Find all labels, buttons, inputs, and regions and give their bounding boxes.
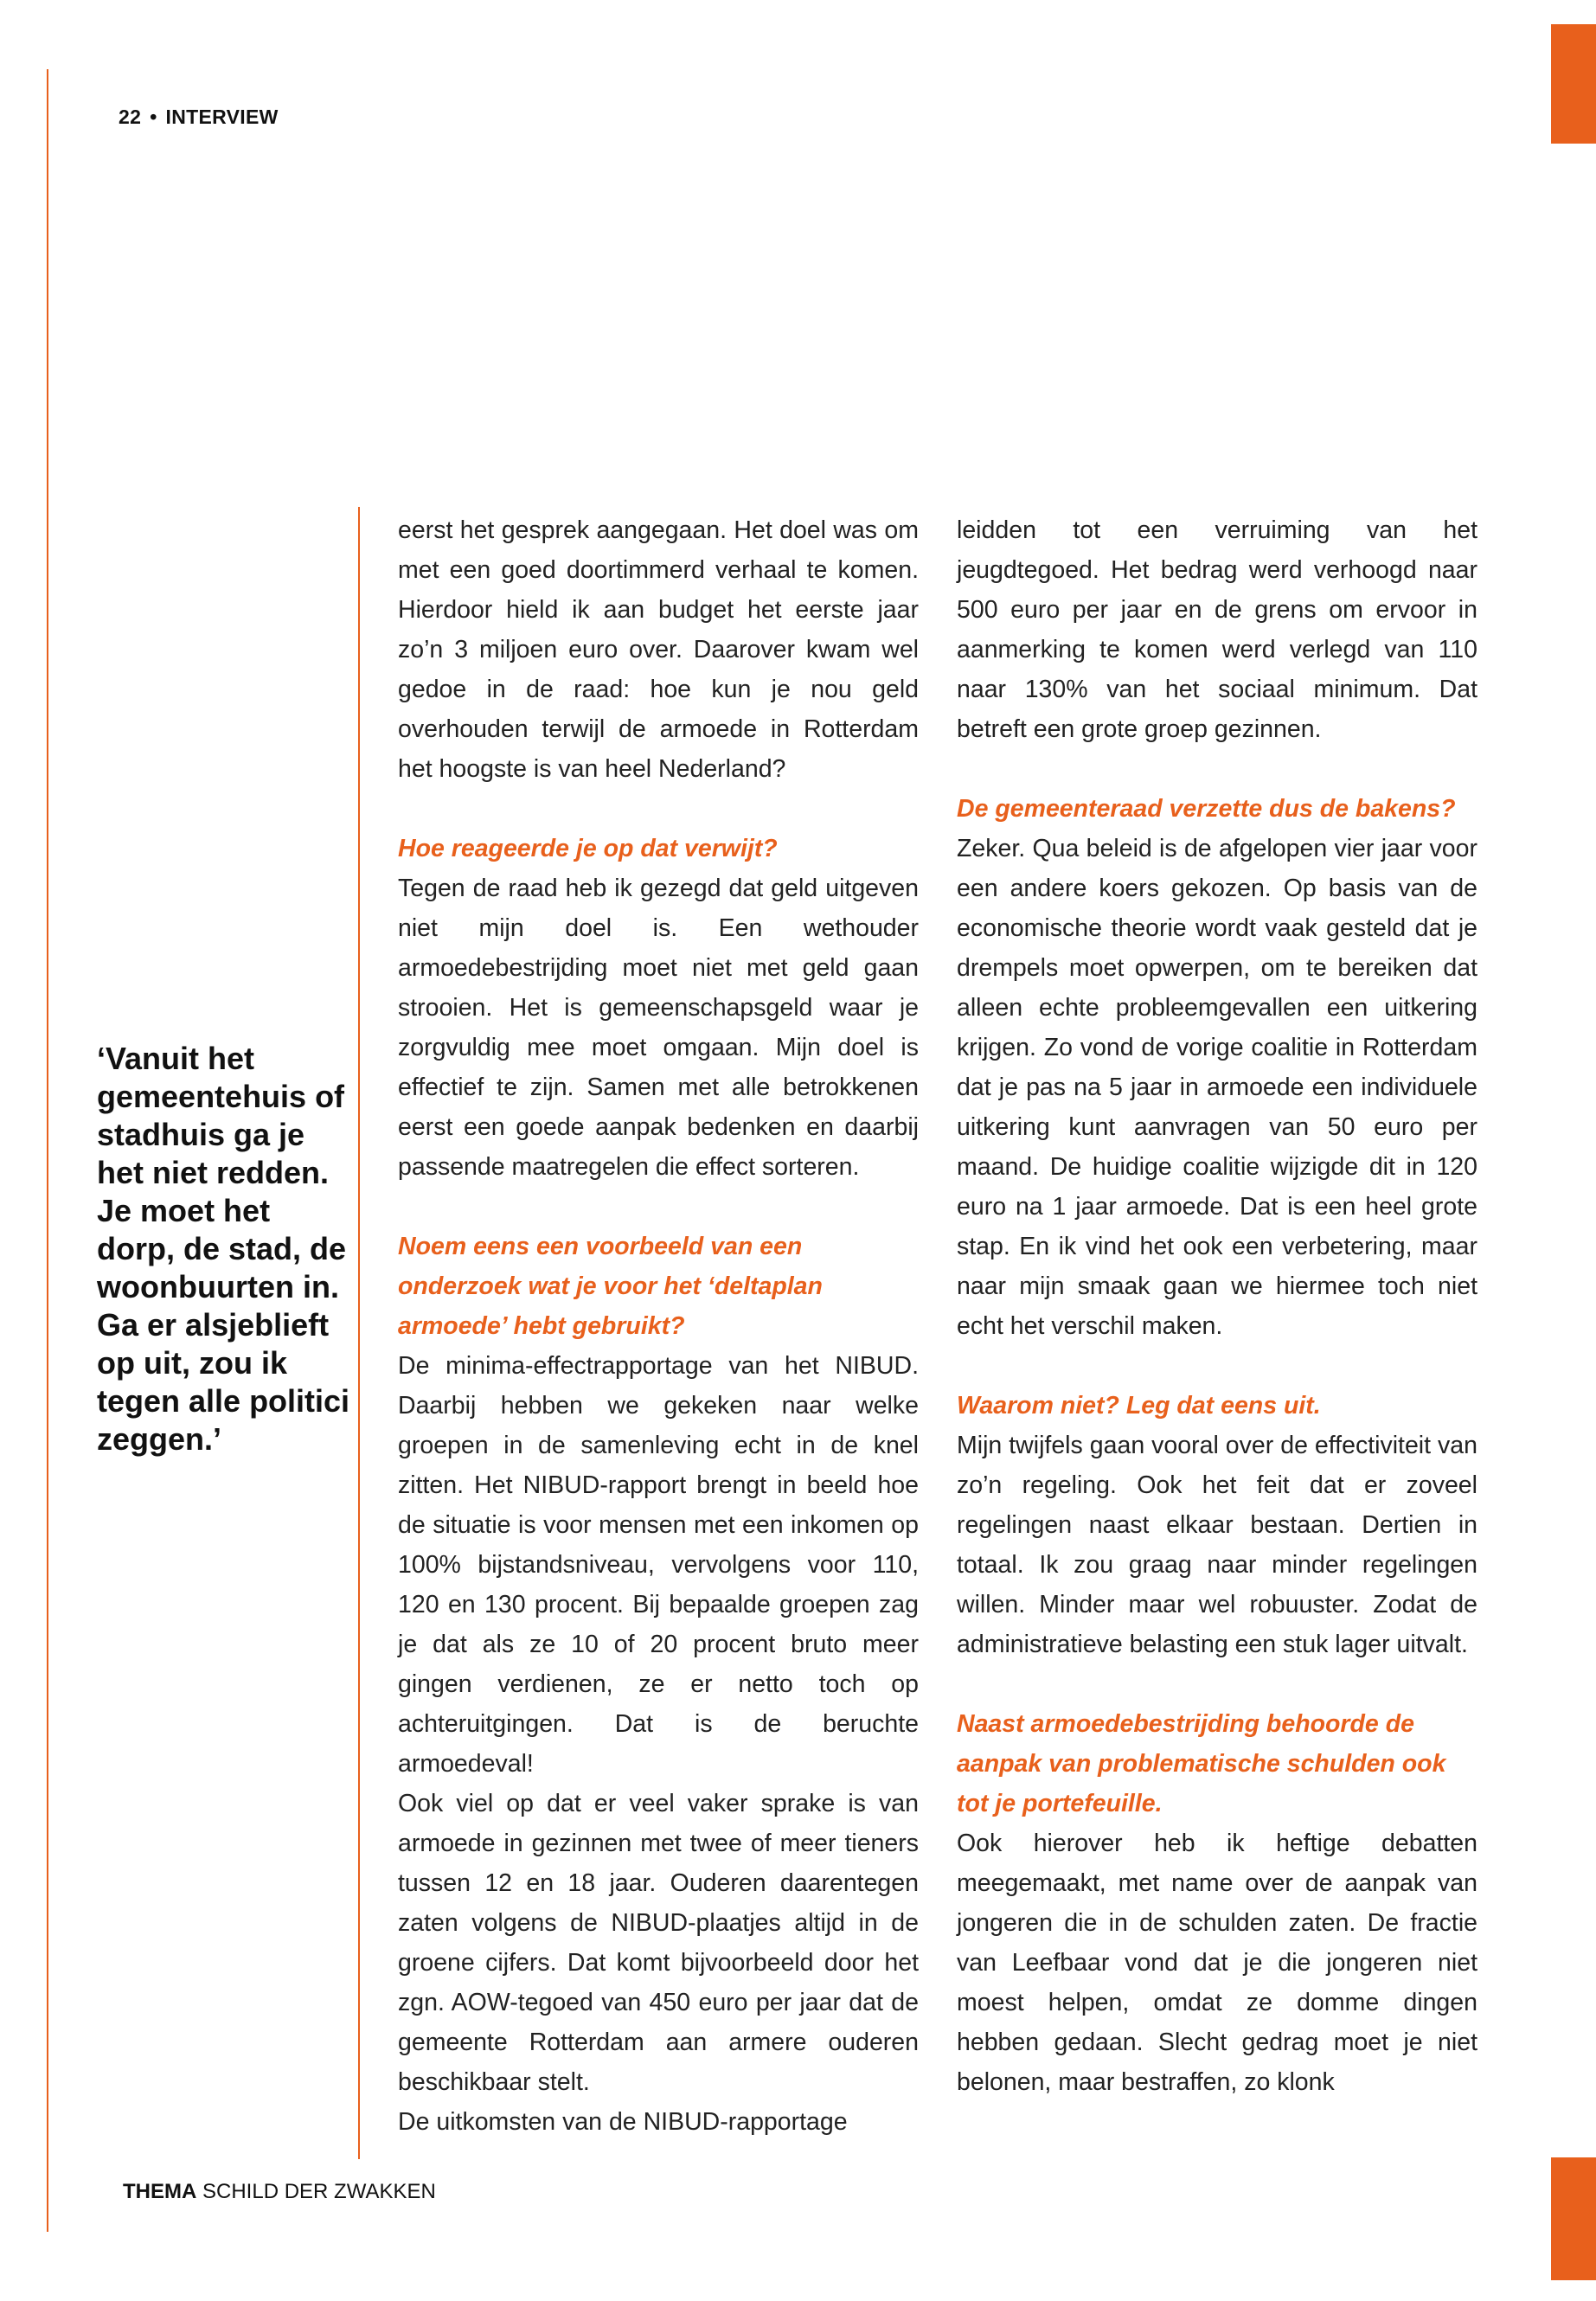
interview-question: De gemeenteraad verzette dus de bakens? [957,795,1456,823]
page-margin-rule [47,69,48,2232]
pull-quote: ‘Vanuit het gemeentehuis of stadhuis ga je het niet redden. Je moet het dorp, de stad, de woonbuurten in. Ga er alsjeblieft op uit, zou ik tegen alle politici zeggen.’ [97,1041,350,1457]
section-label: INTERVIEW [165,106,279,128]
orange-edge-tab-bottom [1551,2157,1596,2280]
paragraph: De uitkomsten van de NIBUD-rapportage [398,2108,848,2136]
interview-question: Hoe reageerde je op dat verwijt? [398,835,778,862]
paragraph: Ook viel op dat er veel vaker sprake is van armoede in gezinnen met twee of meer tieners tussen 12 en 18 jaar. Ouderen daarentegen zaten volgens de NIBUD-plaatjes altijd in de groene cijfers. Dat komt bijvoorbeeld door het zgn. AOW-tegoed van 450 euro per jaar dat de gemeente Rotterdam aan armere ouderen beschikbaar stelt. [398,1790,919,2096]
orange-edge-tab-top [1551,24,1596,144]
article-column-1 [398,510,919,2142]
issue-title: SCHILD DER ZWAKKEN [202,2180,436,2203]
interview-question: Waarom niet? Leg dat eens uit. [957,1392,1321,1420]
running-header [119,106,279,129]
paragraph: leidden tot een verruiming van het jeugdtegoed. Het bedrag werd verhoogd naar 500 euro per jaar en de grens om ervoor in aanmerking te komen werd verlegd van 110 naar 130% van het sociaal minimum. Dat betreft een grote groep gezinnen. [957,516,1477,743]
paragraph: Zeker. Qua beleid is de afgelopen vier jaar voor een andere koers gekozen. Op basis van de economische theorie wordt vaak gesteld dat je drempels moet opwerpen, om te bereiken dat alleen echte probleemgevallen een uitkering krijgen. Zo vond de vorige coalitie in Rotterdam dat je pas na 5 jaar in armoede een individuele uitkering kunt aanvragen van 50 euro per maand. De huidige coalitie wijzigde dit in 120 euro na 1 jaar armoede. Dat is een heel grote stap. En ik vind het ook een verbetering, maar naar mijn smaak gaan we hiermee toch niet echt het verschil maken. [957,835,1477,1340]
paragraph: Tegen de raad heb ik gezegd dat geld uitgeven niet mijn doel is. Een wethouder armoedebestrijding moet niet met geld gaan strooien. Het is gemeenschapsgeld waar je zorgvuldig mee moet omgaan. Mijn doel is effectief te zijn. Samen met alle betrokkenen eerst een goede aanpak bedenken en daarbij passende maatregelen die effect sorteren. [398,875,919,1181]
page-number: 22 [119,106,142,128]
paragraph: eerst het gesprek aangegaan. Het doel was om met een goed doortimmerd verhaal te komen. Hierdoor hield ik aan budget het eerste jaar zo’n 3 miljoen euro over. Daarover kwam wel gedoe in de raad: hoe kun je nou geld overhouden terwijl de armoede in Rotterdam het hoogste is van heel Nederland? [398,516,919,783]
header-separator: • [150,106,157,128]
interview-question: Naast armoedebestrijding behoorde de aanpak van problematische schulden ook tot je portefeuille. [957,1710,1446,1817]
article-column-2 [957,510,1477,2102]
magazine-brand: THEMA [123,2180,197,2203]
interview-question: Noem eens een voorbeeld van een onderzoek wat je voor het ‘deltaplan armoede’ hebt gebruikt? [398,1233,823,1340]
running-footer [123,2180,436,2204]
paragraph: Ook hierover heb ik heftige debatten meegemaakt, met name over de aanpak van jongeren die in de schulden zaten. De fractie van Leefbaar vond dat je die jongeren niet moest helpen, omdat ze domme dingen hebben gedaan. Slecht gedrag moet je niet belonen, maar bestraffen, zo klonk [957,1830,1477,2096]
paragraph: Mijn twijfels gaan vooral over de effectiviteit van zo’n regeling. Ook het feit dat er zoveel regelingen naast elkaar bestaan. Dertien in totaal. Ik zou graag naar minder regelingen willen. Minder maar wel robuuster. Zodat de administratieve belasting een stuk lager uitvalt. [957,1432,1477,1658]
paragraph: De minima-effectrapportage van het NIBUD. Daarbij hebben we gekeken naar welke groepen in de samenleving echt in de knel zitten. Het NIBUD-rapport brengt in beeld hoe de situatie is voor mensen met een inkomen op 100% bijstandsniveau, vervolgens voor 110, 120 en 130 procent. Bij bepaalde groepen zag je dat als ze 10 of 20 procent bruto meer gingen verdienen, ze er netto toch op achteruitgingen. Dat is de beruchte armoedeval! [398,1352,919,1778]
pull-quote-rule [358,507,360,2159]
